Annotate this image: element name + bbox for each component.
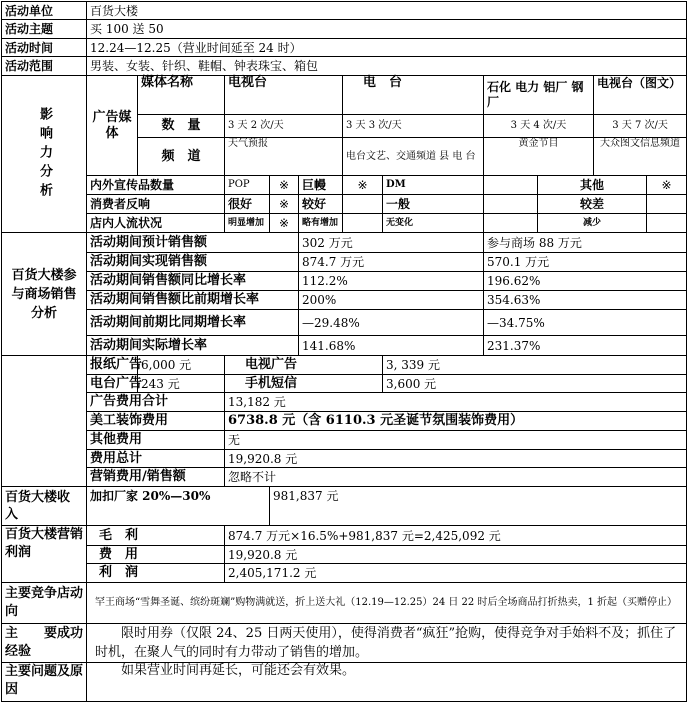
row-competitor	[2, 583, 687, 624]
feedback-mark	[484, 195, 538, 214]
promo-mark: ※	[343, 176, 383, 195]
sales-row-label: 活动期间销售额同比增长率	[87, 272, 299, 291]
radio-ad-value: 243 元	[138, 375, 225, 393]
feedback-item: 很好	[225, 195, 270, 214]
channel-radio: 电台文艺、交通频道 县 电 台	[343, 138, 484, 176]
sales-value-partner: 354.63%	[484, 291, 687, 310]
media-radio: 电 台	[343, 76, 484, 115]
count-tv: 3 天 2 次/天	[225, 115, 343, 138]
traffic-mark: ※	[270, 214, 299, 233]
rebate-label: 百货大楼收 入	[2, 487, 87, 526]
feedback-item: 较好	[299, 195, 343, 214]
competitor-label: 主要竞争店动向	[2, 583, 87, 624]
influence-section-label: 影响力分析	[2, 76, 87, 233]
sales-row-label: 活动期间销售额比前期增长率	[87, 291, 299, 310]
count-label: 数 量	[138, 115, 225, 138]
sales-value-partner: 196.62%	[484, 272, 687, 291]
promo-item: POP	[225, 176, 270, 195]
sales-row	[2, 291, 687, 310]
tv-ad-value: 3, 339 元	[383, 356, 687, 375]
success-label: 主 要成功经验	[2, 624, 87, 663]
promo-label: 内外宣传品数量	[87, 176, 225, 195]
channel-tv: 天气预报	[225, 138, 343, 176]
name-header: 媒体名称	[138, 76, 225, 115]
tv-ad-label: 电视广告	[225, 356, 383, 375]
art-value: 6738.8 元（含 6110.3 元圣诞节氛围装饰费用）	[225, 412, 687, 431]
theme-value: 买 100 送 50	[87, 20, 687, 39]
channel-tv-text: 大众图文信息频道	[594, 138, 687, 176]
feedback-mark	[343, 195, 383, 214]
profit-cost-value: 19,920.8 元	[225, 546, 687, 564]
count-radio: 3 天 3 次/天	[343, 115, 484, 138]
problems-text: 如果营业时间再延长，可能还会有效果。	[87, 663, 687, 702]
ratio-label: 营销费用/销售额	[87, 468, 225, 487]
sales-value-partner: 231.37%	[484, 336, 687, 356]
traffic-label: 店内人流状况	[87, 214, 225, 233]
cost-row	[2, 450, 687, 468]
ratio-value: 忽略不计	[225, 468, 687, 487]
channel-enterprise: 黄金节目	[484, 138, 594, 176]
promo-item: 其他	[538, 176, 647, 195]
net-profit-label: 利 润	[87, 564, 225, 583]
time-value: 12.24—12.25（营业时间延至 24 时）	[87, 39, 687, 57]
other-cost-label: 其他费用	[87, 431, 225, 450]
gross-label: 毛 利	[87, 526, 225, 546]
row-promo	[2, 176, 687, 195]
sales-value-main: 200%	[299, 291, 484, 310]
traffic-mark	[484, 214, 538, 233]
row-problems	[2, 663, 687, 702]
cost-row	[2, 468, 687, 487]
row-profit	[2, 564, 687, 583]
media-tv: 电视台	[225, 76, 343, 115]
row-theme	[2, 20, 687, 39]
channel-label: 频 道	[138, 138, 225, 176]
feedback-item: 较差	[538, 195, 647, 214]
profit-label: 百货大楼营销利润	[2, 526, 87, 583]
feedback-mark: ※	[270, 195, 299, 214]
ad-total-label: 广告费用合计	[87, 393, 225, 412]
traffic-item: 减少	[538, 214, 647, 233]
traffic-mark	[647, 214, 687, 233]
row-feedback	[2, 195, 687, 214]
sales-value-partner: 570.1 万元	[484, 253, 687, 272]
problems-label: 主要问题及原因	[2, 663, 87, 702]
scope-value: 男装、女装、针织、鞋帽、钟表珠宝、箱包	[87, 57, 687, 76]
row-cost	[2, 546, 687, 564]
competitor-text: 罕王商场“雪舞圣诞、缤纷斑斓”购物满就送，折上送大礼（12.19—12.25）24 日 22 时后全场商品打折热卖，1 折起（买赠停止）	[87, 583, 687, 624]
theme-label: 活动主题	[2, 20, 87, 39]
total-cost-value: 19,920.8 元	[225, 450, 687, 468]
art-label: 美工装饰费用	[87, 412, 225, 431]
newspaper-value: 6,000 元	[138, 356, 225, 375]
cost-row	[2, 356, 687, 375]
other-cost-value: 无	[225, 431, 687, 450]
profit-cost-label: 费 用	[87, 546, 225, 564]
row-success	[2, 624, 687, 663]
radio-ad-label: 电台广告	[87, 375, 138, 393]
row-unit	[2, 2, 687, 20]
sales-section-label: 百货大楼参与商场销售分析	[2, 233, 87, 356]
count-enterprise: 3 天 4 次/天	[484, 115, 594, 138]
cost-row	[2, 431, 687, 450]
media-enterprise: 石化 电力 铝厂 钢厂	[484, 76, 594, 115]
feedback-label: 消费者反响	[87, 195, 225, 214]
sales-row-label: 活动期间实际增长率	[87, 336, 299, 356]
total-cost-label: 费用总计	[87, 450, 225, 468]
activity-report-table	[1, 1, 687, 702]
rebate-sub: 加扣厂家 20%—30%	[87, 487, 270, 526]
scope-label: 活动范围	[2, 57, 87, 76]
media-tv-text: 电视台（图文）	[594, 76, 687, 115]
sales-value-main: —29.48%	[299, 310, 484, 336]
sales-row	[2, 336, 687, 356]
promo-mark: ※	[270, 176, 299, 195]
gross-value: 874.7 万元×16.5%+981,837 元=2,425,092 元	[225, 526, 687, 546]
traffic-mark	[343, 214, 383, 233]
row-media-names	[2, 76, 687, 115]
unit-label: 活动单位	[2, 2, 87, 20]
success-text: 限时用券（仅限 24、25 日两天使用），使得消费者“疯狂”抢购，使得竞争对手始料不及；抓住了时机，在聚人气的同时有力带动了销售的增加。	[87, 624, 687, 663]
cost-row	[2, 412, 687, 431]
sales-value-main: 112.2%	[299, 272, 484, 291]
sales-row-label: 活动期间预计销售额	[87, 233, 299, 253]
promo-mark	[484, 176, 538, 195]
net-profit-value: 2,405,171.2 元	[225, 564, 687, 583]
sales-value-main: 874.7 万元	[299, 253, 484, 272]
promo-mark: ※	[647, 176, 687, 195]
traffic-item: 无变化	[383, 214, 484, 233]
feedback-item: 一般	[383, 195, 484, 214]
cost-row	[2, 393, 687, 412]
row-rebate	[2, 487, 687, 526]
promo-item: 巨幔	[299, 176, 343, 195]
unit-value: 百货大楼	[87, 2, 687, 20]
sales-row	[2, 233, 687, 253]
sms-label: 手机短信	[225, 375, 383, 393]
traffic-item: 略有增加	[299, 214, 343, 233]
sales-value-main: 141.68%	[299, 336, 484, 356]
newspaper-label: 报纸广告	[87, 356, 138, 375]
sales-row-label: 活动期间实现销售额	[87, 253, 299, 272]
count-tv-text: 3 天 7 次/天	[594, 115, 687, 138]
sms-value: 3,600 元	[383, 375, 687, 393]
sales-value-main: 302 万元	[299, 233, 484, 253]
ad-total-value: 13,182 元	[225, 393, 687, 412]
rebate-value: 981,837 元	[270, 487, 687, 526]
row-gross	[2, 526, 687, 546]
feedback-mark	[647, 195, 687, 214]
sales-row	[2, 272, 687, 291]
cost-row	[2, 375, 687, 393]
promo-item: DM	[383, 176, 484, 195]
traffic-item: 明显增加	[225, 214, 270, 233]
sales-row-label: 活动期间前期比同期增长率	[87, 310, 299, 336]
media-header: 广告媒体	[87, 76, 138, 176]
row-scope	[2, 57, 687, 76]
sales-value-partner: 参与商场 88 万元	[484, 233, 687, 253]
time-label: 活动时间	[2, 39, 87, 57]
sales-value-partner: —34.75%	[484, 310, 687, 336]
cost-section-blank	[2, 356, 87, 487]
sales-row	[2, 310, 687, 336]
sales-row	[2, 253, 687, 272]
row-traffic	[2, 214, 687, 233]
row-time	[2, 39, 687, 57]
